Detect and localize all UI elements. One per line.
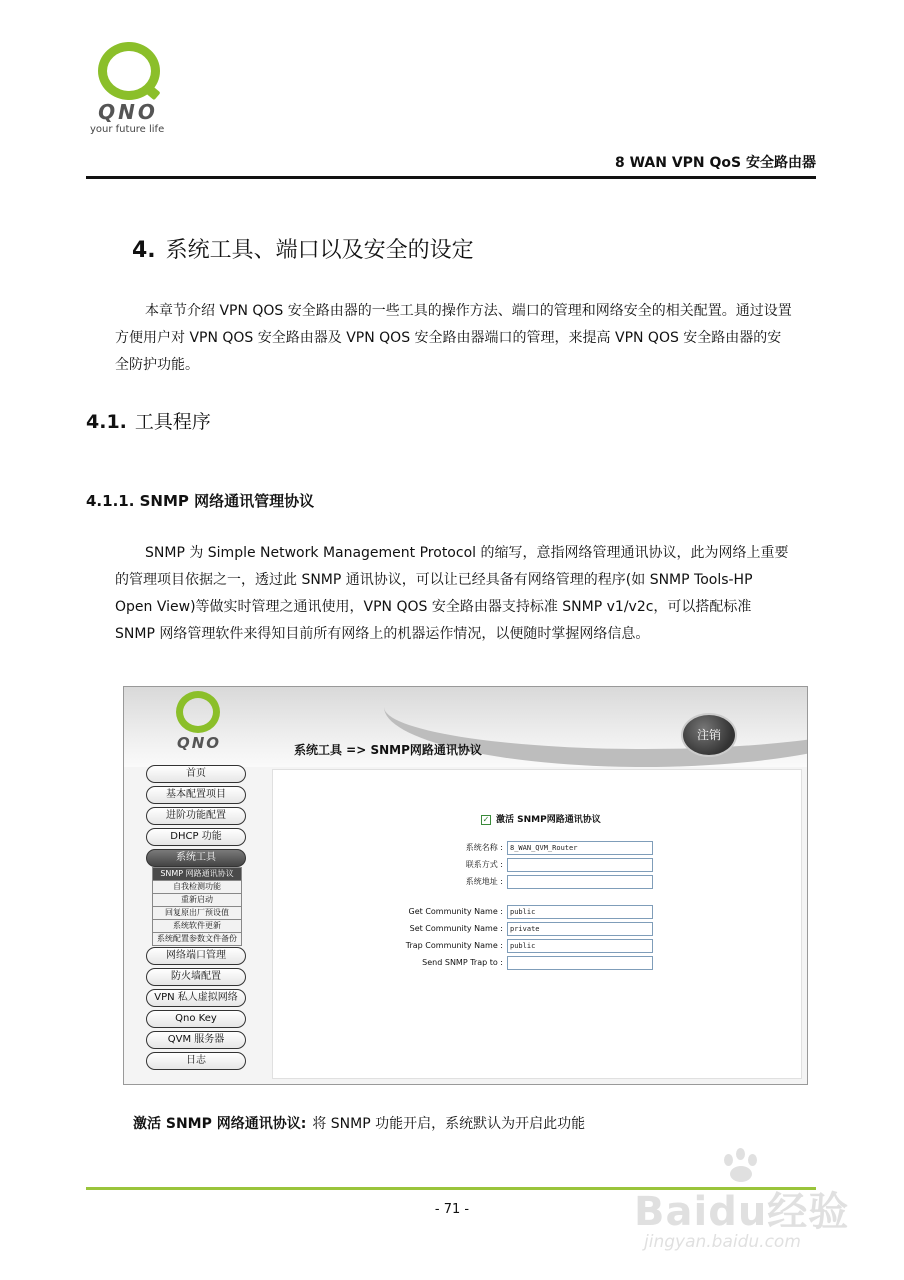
page-number: - 71 - xyxy=(434,1202,470,1217)
logo-tagline: your future life xyxy=(90,124,165,135)
document-title: 8 WAN VPN QoS 安全路由器 xyxy=(614,155,816,171)
section-title: 工具程序 xyxy=(134,411,211,433)
set-community-input[interactable]: private xyxy=(507,922,653,936)
router-ui-screenshot xyxy=(123,686,808,1085)
field-label: Trap Community Name : xyxy=(405,941,503,950)
field-trap-target xyxy=(273,955,801,971)
contact-input[interactable] xyxy=(507,858,653,872)
screenshot-logo-icon xyxy=(176,691,220,733)
nav-vpn[interactable]: VPN 私人虚拟网络 xyxy=(146,989,246,1007)
nav-firewall[interactable]: 防火墙配置 xyxy=(146,968,246,986)
watermark-brand: Baidu经验 xyxy=(634,1189,850,1235)
subnav-firmware-update[interactable]: 系统软件更新 xyxy=(152,919,242,933)
subnav-factory-reset[interactable]: 回复原出厂预设值 xyxy=(152,906,242,920)
nav-home[interactable]: 首页 xyxy=(146,765,246,783)
subnav-restart[interactable]: 重新启动 xyxy=(152,893,242,907)
trap-community-input[interactable]: public xyxy=(507,939,653,953)
qno-logo xyxy=(88,42,168,140)
watermark-url: jingyan.baidu.com xyxy=(644,1232,801,1252)
subsection-body: SNMP 为 Simple Network Management Protocol 的缩写，意指网络管理通讯协议，此为网络上重要的管理项目依据之一，透过此 SNMP 通讯协议，可以让已经具备有网络管理的程序(如 SNMP Tools-HP Open View)等做实时管理之通讯使用，VPN QOS 安全路由器支持标准 SNMP v1/v2c，可以搭配标准 SNMP 网络管理软件来得知目前所有网络上的机器运作情况，以便随时掌握网络信息。 xyxy=(115,545,789,642)
chapter-number: 4. xyxy=(132,238,156,263)
header-divider xyxy=(86,176,816,179)
baidu-watermark xyxy=(634,1148,854,1258)
field-system-name xyxy=(273,840,801,856)
screenshot-sidebar xyxy=(124,757,264,1084)
field-label: 系统地址 : xyxy=(465,877,503,886)
qno-logo-icon xyxy=(98,42,160,100)
section-number: 4.1. xyxy=(86,411,127,433)
section-heading xyxy=(86,407,211,434)
field-label: 系统名称 : xyxy=(465,843,503,852)
subsection-heading: 4.1.1. SNMP 网络通讯管理协议 xyxy=(86,492,315,510)
field-trap-community xyxy=(273,938,801,954)
snmp-settings-panel xyxy=(272,769,802,1079)
location-input[interactable] xyxy=(507,875,653,889)
nav-qvm-server[interactable]: QVM 服务器 xyxy=(146,1031,246,1049)
nav-basic-config[interactable]: 基本配置项目 xyxy=(146,786,246,804)
screenshot-page-title: 系统工具 => SNMP网路通讯协议 xyxy=(294,743,482,757)
field-label: 联系方式 : xyxy=(465,860,503,869)
chapter-intro: 本章节介绍 VPN QOS 安全路由器的一些工具的操作方法、端口的管理和网络安全的相关配置。通过设置方便用户对 VPN QOS 安全路由器及 VPN QOS 安全路由器端口的管理，来提高 VPN QOS 安全路由器的安全防护功能。 xyxy=(115,303,792,373)
field-get-community xyxy=(273,904,801,920)
logo-word: QNO xyxy=(98,100,158,124)
caption-label: 激活 SNMP 网络通讯协议: xyxy=(133,1116,307,1132)
enable-snmp-control[interactable] xyxy=(481,812,601,825)
screenshot-logo xyxy=(164,691,234,759)
nav-log[interactable]: 日志 xyxy=(146,1052,246,1070)
system-name-input[interactable]: 8_WAN_QVM_Router xyxy=(507,841,653,855)
enable-snmp-checkbox[interactable]: ✓ xyxy=(482,814,490,824)
chapter-heading xyxy=(132,233,474,264)
nav-advanced-config[interactable]: 进阶功能配置 xyxy=(146,807,246,825)
enable-snmp-label: 激活 SNMP网路通讯协议 xyxy=(496,815,601,825)
get-community-input[interactable]: public xyxy=(507,905,653,919)
field-label: Set Community Name : xyxy=(409,924,503,933)
subnav-snmp[interactable]: SNMP 网路通讯协议 xyxy=(152,867,242,881)
field-set-community xyxy=(273,921,801,937)
caption-text: 将 SNMP 功能开启，系统默认为开启此功能 xyxy=(312,1116,586,1132)
screenshot-logo-word: QNO xyxy=(176,734,222,752)
subnav-config-backup[interactable]: 系统配置参数文件备份 xyxy=(152,932,242,946)
nav-dhcp[interactable]: DHCP 功能 xyxy=(146,828,246,846)
field-label: Get Community Name : xyxy=(408,907,503,916)
field-label: Send SNMP Trap to : xyxy=(422,958,503,967)
subnav-self-test[interactable]: 自我检测功能 xyxy=(152,880,242,894)
field-location xyxy=(273,874,801,890)
figure-caption xyxy=(133,1113,585,1133)
trap-target-input[interactable] xyxy=(507,956,653,970)
field-contact xyxy=(273,857,801,873)
logout-button[interactable]: 注销 xyxy=(681,713,737,757)
nav-qno-key[interactable]: Qno Key xyxy=(146,1010,246,1028)
chapter-title: 系统工具、端口以及安全的设定 xyxy=(165,238,474,263)
nav-port-management[interactable]: 网络端口管理 xyxy=(146,947,246,965)
nav-system-tools[interactable]: 系统工具 xyxy=(146,849,246,867)
